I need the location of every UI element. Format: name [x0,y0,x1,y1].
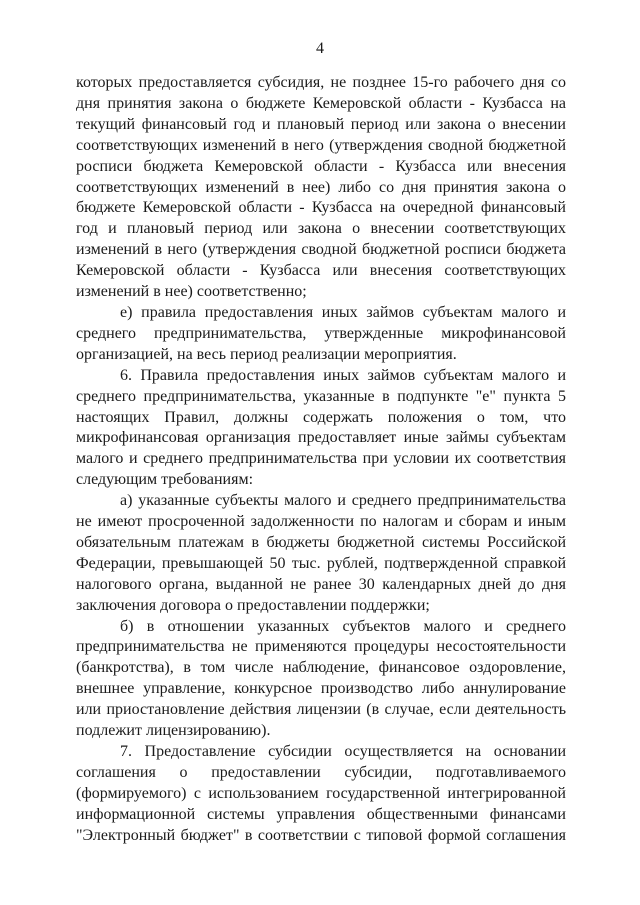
document-body [76,73,566,847]
page-number: 4 [316,40,324,57]
paragraph-subitem-a: а) указанные субъекты малого и среднего предпринимательства не имеют просроченной задолженности по налогам и сборам и иным обязательным платежам в бюджеты бюджетной системы Российской Федерации, превышающей 50 тыс. рублей, подтвержденной справкой налогового органа, выданной не ранее 30 календарных дней до дня заключения договора о предоставлении поддержки; [76,492,566,614]
paragraph-subitem-e: е) правила предоставления иных займов субъектам малого и среднего предпринимательства, утвержденные микрофинансовой организацией, на весь период реализации мероприятия. [76,303,566,363]
paragraph-item-6: 6. Правила предоставления иных займов субъектам малого и среднего предпринимательства, указанные в подпункте "е" пункта 5 настоящих Правил, должны содержать положения о том, что микрофинансовая организация предоставляет иные займы субъектам малого и среднего предпринимательства при условии их соответствия следующим требованиям: [76,366,566,489]
paragraph-item-7: 7. Предоставление субсидии осуществляется на основании соглашения о предоставлении субсидии, подготавливаемого (формируемого) с использованием государственной интегрированной информационной системы управления общественными финансами "Электронный бюджет" в соответствии с типовой формой соглашения [76,743,566,844]
paragraph-continuation: которых предоставляется субсидия, не позднее 15-го рабочего дня со дня принятия закона о бюджете Кемеровской области - Кузбасса на текущий финансовый год и плановый период или закона о внесении соответствующих изменений в него (утверждения сводной бюджетной росписи бюджета Кемеровской области - Кузбасса или внесения соответствующих изменений в нее) либо со дня принятия закона о бюджете Кемеровской области - Кузбасса на очередной финансовый год и плановый период или закона о внесении соответствующих изменений в него (утверждения сводной бюджетной росписи бюджета Кемеровской области - Кузбасса или внесения соответствующих изменений в нее) соответственно; [76,74,566,301]
paragraph-subitem-b: б) в отношении указанных субъектов малого и среднего предпринимательства не применяются процедуры несостоятельности (банкротства), в том числе наблюдение, финансовое оздоровление, внешнее управление, конкурсное производство либо аннулирование или приостановление действия лицензии (в случае, если деятельность подлежит лицензированию). [76,617,566,740]
